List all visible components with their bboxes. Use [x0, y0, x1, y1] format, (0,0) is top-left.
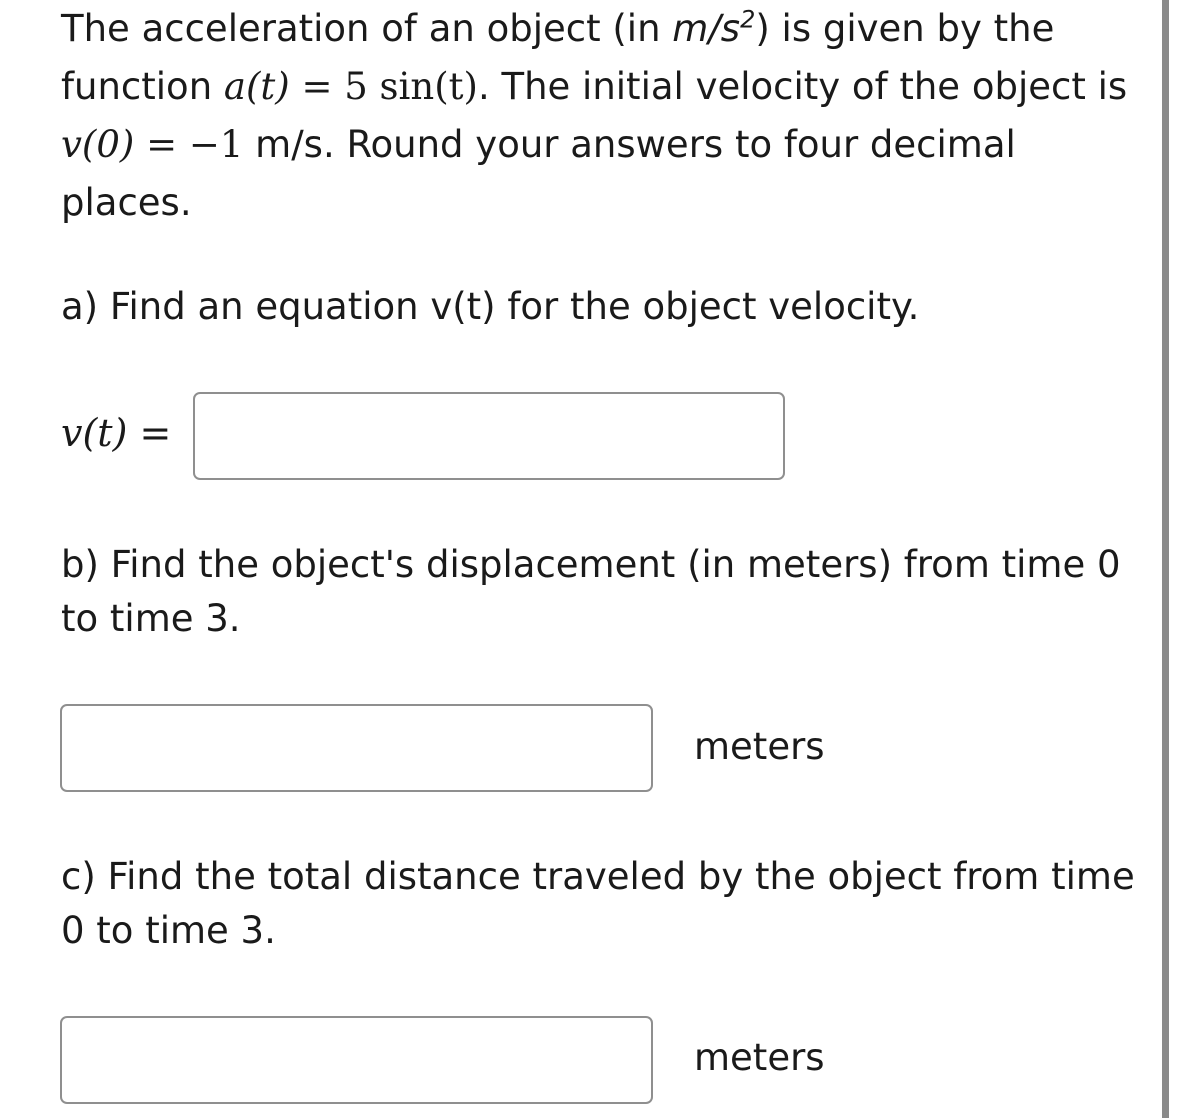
intro-text-2: ) is given by the function [61, 7, 1055, 108]
initial-velocity-value: −1 [188, 123, 244, 166]
velocity-symbol: v(t) [61, 411, 128, 455]
distance-unit-label: meters [694, 1036, 825, 1079]
part-c-question: c) Find the total distance traveled by the object from time 0 to time 3. [61, 855, 1135, 952]
intro-text-1: The acceleration of an object (in [61, 7, 673, 50]
initial-velocity-symbol: v(0) [61, 123, 135, 166]
displacement-unit-label: meters [694, 725, 825, 768]
intro-text-4: m/s. Round your answers to four decimal places. [61, 123, 1016, 224]
accel-unit-exponent: 2 [740, 5, 756, 34]
distance-answer-input[interactable] [60, 1016, 653, 1104]
accel-function: a(t) [223, 65, 290, 108]
intro-text-3: . The initial velocity of the object is [477, 65, 1128, 108]
problem-statement [61, 0, 1151, 232]
right-edge-rule [1162, 0, 1169, 1118]
accel-expression: 5 sin(t) [344, 65, 478, 108]
equals-sign-1: = [289, 65, 345, 108]
velocity-answer-input[interactable] [193, 392, 785, 480]
accel-unit: $m/s^2$ [672, 5, 756, 50]
displacement-answer-input[interactable] [60, 704, 653, 792]
velocity-label [61, 408, 171, 458]
equals-sign-2: = [134, 123, 189, 166]
part-b-question: b) Find the object's displacement (in meters) from time 0 to time 3. [61, 543, 1121, 640]
part-a-question: a) Find an equation v(t) for the object velocity. [61, 285, 920, 328]
velocity-equals: = [127, 411, 172, 455]
